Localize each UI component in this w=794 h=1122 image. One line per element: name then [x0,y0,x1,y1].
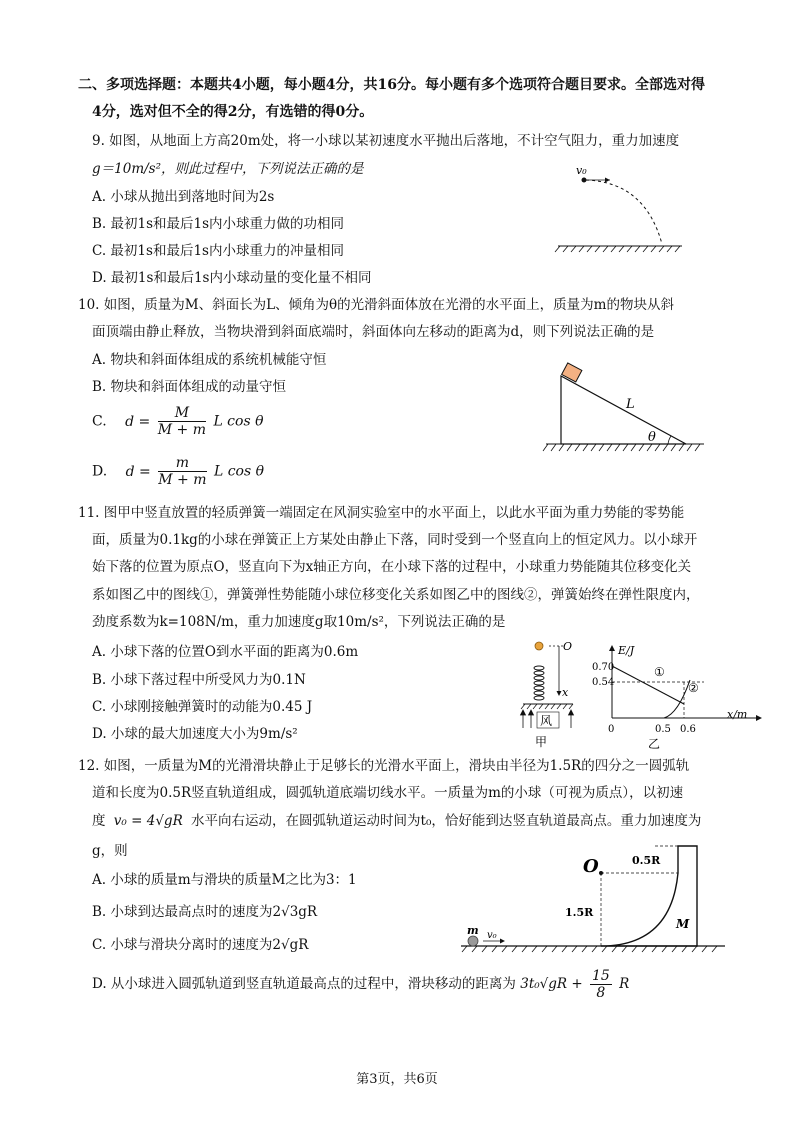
curve-2 [664,680,690,718]
q11-wind-label: 风 [540,714,553,728]
q11-energy-chart [592,640,772,752]
q12-slider-figure [455,840,730,960]
section-title: 二、多项选择题：本题共4小题，每小题4分，共16分。每小题有多个选项符合题目要求。全部选对得 [78,77,705,93]
curve-2-label: ② [688,681,699,695]
formula-r: R [619,976,630,992]
fraction [158,455,206,488]
y-tick-054: 0.54 [592,677,615,688]
line-1 [612,666,684,704]
fraction-numerator: M [158,405,206,422]
option-letter: D. [92,463,108,480]
q9-option-d: D. 最初1s和最后1s内小球动量的变化量不相同 [92,270,372,286]
x-tick-05: 0.5 [655,724,671,735]
q10-option-a: A. 物块和斜面体组成的系统机械能守恒 [92,352,327,368]
fraction-denominator: M + m [158,472,207,488]
q11-x-label: x [562,686,569,699]
q9-stem: 9. 如图，从地面上方高20m处，将一小球以某初速度水平抛出后落地，不计空气阻力，重力加速度 [92,133,680,149]
q9-option-b: B. 最初1s和最后1s内小球重力做的功相同 [92,216,345,232]
fraction-numerator: 15 [591,968,610,984]
chart-ylabel: E/J [618,644,635,657]
q12-15R-label: 1.5R [565,906,594,919]
q11-O-label: O [563,640,573,653]
q10-option-b: B. 物块和斜面体组成的动量守恒 [92,379,287,395]
fraction-denominator: 8 [596,985,606,1001]
section-title-cont: 4分，选对但不全的得2分，有选错的得0分。 [92,104,374,120]
ball-icon [535,642,543,650]
ball-icon [468,936,478,946]
q12-m-label: m [467,924,479,937]
q9-projectile-figure [550,158,690,258]
q9-stem-cont: g＝10m/s²，则此过程中，下列说法正确的是 [92,161,364,177]
fraction-numerator: m [158,455,206,472]
chart-xlabel: x/m [727,708,748,721]
option-text: D. 从小球进入圆弧轨道到竖直轨道最高点的过程中，滑块移动的距离为 [92,976,516,992]
q12-stem-cont-1: 道和长度为0.5R竖直轨道组成，圆弧轨道底端切线水平。一质量为m的小球（可视为质点），以初速 [92,785,684,801]
block-icon [562,363,582,382]
q12-stem-text-b: 水平向右运动，在圆弧轨道运动时间为t₀，恰好能到达竖直轨道最高点。重力加速度为 [191,813,702,829]
q12-stem-cont-2 [92,812,701,830]
q11-option-d: D. 小球的最大加速度大小为9m/s² [92,726,298,742]
ball-icon [582,178,587,183]
line-1-label: ① [654,665,665,679]
q11-stem-cont-3: 系如图乙中的图线①，弹簧弹性势能随小球位移变化关系如图乙中的图线②，弹簧始终在弹性限度内， [92,587,700,603]
page-footer: 第3页，共6页 [356,1072,438,1087]
q12-option-c: C. 小球与滑块分离时的速度为2√gR [92,937,309,953]
fraction-denominator: M + m [157,422,206,438]
q12-option-a: A. 小球的质量m与滑块的质量M之比为3：1 [92,872,357,888]
q11-figure-jia [515,636,595,751]
q10-theta-label: θ [648,430,656,445]
formula-lhs: d = [125,413,151,430]
q12-O-label: O [583,856,599,877]
q12-v0-label: v₀ [487,930,497,941]
q9-v0-label: v₀ [576,164,587,177]
q12-stem: 12. 如图，一质量为M的光滑滑块静止于足够长的光滑水平面上，滑块由半径为1.5R的四分之一圆弧轨 [78,758,690,774]
q11-jia-label: 甲 [535,735,548,749]
fraction [158,405,206,438]
option-letter: C. [92,413,107,430]
formula-lhs: d = [125,463,151,480]
q10-L-label: L [626,397,635,412]
q12-M-label: M [676,917,690,931]
q10-stem: 10. 如图，质量为M、斜面长为L、倾角为θ的光滑斜面体放在光滑的水平面上，质量为m的物块从斜 [78,297,674,313]
q12-05R-label: 0.5R [632,854,661,867]
q11-option-c: C. 小球刚接触弹簧时的动能为0.45 J [92,699,313,715]
q12-stem-text-a: 度 [92,813,106,829]
q9-option-a: A. 小球从抛出到落地时间为2s [92,189,275,205]
q11-stem-cont-1: 面，质量为0.1kg的小球在弹簧正上方某处由静止下落，同时受到一个竖直向上的恒定风力。以小球开 [92,532,698,548]
q11-option-a: A. 小球下落的位置O到水平面的距离为0.6m [92,644,359,660]
q11-stem-cont-2: 始下落的位置为原点O，竖直向下为x轴正方向，在小球下落的过程中，小球重力势能随其位移变化关 [92,559,692,575]
q9-option-c: C. 最初1s和最后1s内小球重力的冲量相同 [92,243,344,259]
q11-option-b: B. 小球下落过程中所受风力为0.1N [92,672,306,688]
x-tick-0: 0 [608,724,615,735]
formula-rhs: L cos θ [213,413,264,430]
formula-rhs: L cos θ [213,463,265,480]
q12-stem-cont-3: g，则 [92,843,128,859]
q11-stem-cont-4: 劲度系数为k=108N/m，重力加速度g取10m/s²，下列说法正确的是 [92,614,506,630]
q11-stem: 11. 图甲中竖直放置的轻质弹簧一端固定在风洞实验室中的水平面上，以此水平面为重力势能的零势能 [78,505,685,521]
fraction [590,968,612,1001]
q12-option-b: B. 小球到达最高点时的速度为2√3gR [92,904,318,920]
q10-option-c [92,405,264,438]
spring-icon [534,666,544,700]
q11-yi-label: 乙 [648,737,661,751]
y-tick-070: 0.70 [592,662,615,673]
formula-part: 3t₀√gR + [520,976,583,992]
q12-v0-formula: v₀ = 4√gR [113,813,183,829]
q10-incline-figure [540,358,710,463]
q12-option-d [92,968,629,1001]
q10-option-d [92,455,264,488]
q10-stem-cont: 面顶端由静止释放，当物块滑到斜面底端时，斜面体向左移动的距离为d，则下列说法正确的是 [92,324,655,340]
x-tick-06: 0.6 [680,724,696,735]
